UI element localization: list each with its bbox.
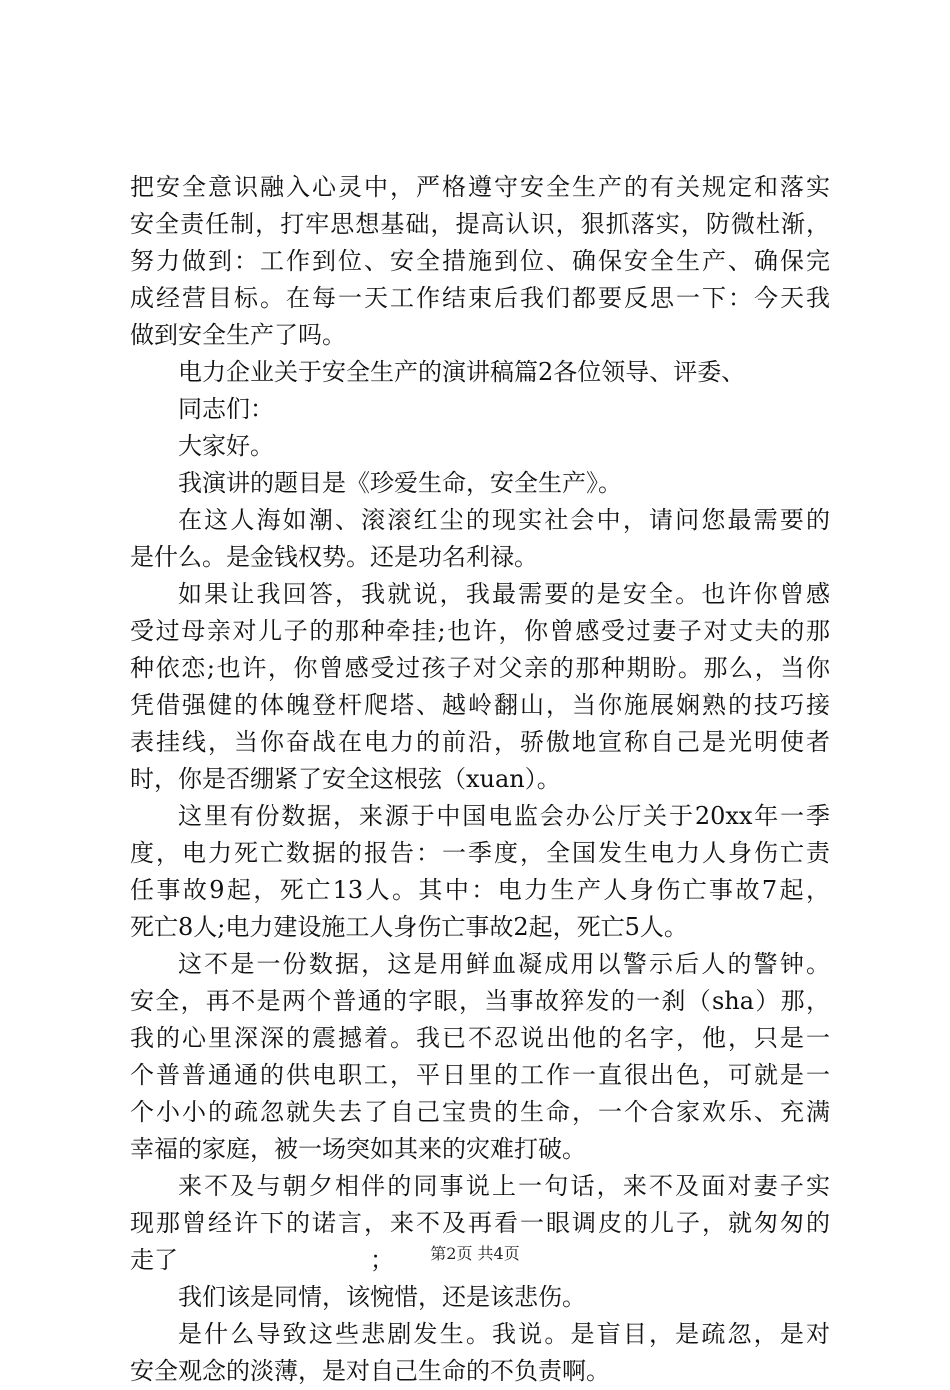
text-line: 度，电力死亡数据的报告：一季度，全国发生电力人身伤亡责: [130, 839, 830, 867]
text-line: 现那曾经许下的诺言，来不及再看一眼调皮的儿子，就匆匆的: [130, 1209, 830, 1237]
text-line: 是什么导致这些悲剧发生。我说。是盲目，是疏忽，是对: [178, 1320, 830, 1348]
text-line: 我的心里深深的震撼着。我已不忍说出他的名字，他，只是一: [130, 1024, 830, 1052]
text-line: 任事故9起，死亡13人。其中：电力生产人身伤亡事故7起，: [130, 876, 830, 904]
text-line: 种依恋;也许，你曾感受过孩子对父亲的那种期盼。那么，当你: [130, 654, 830, 682]
text-line: 这里有份数据，来源于中国电监会办公厅关于20xx年一季: [178, 802, 830, 830]
text-line: 我演讲的题目是《珍爱生命，安全生产》。: [178, 469, 622, 497]
text-line: 大家好。: [178, 432, 274, 460]
text-line: 表挂线，当你奋战在电力的前沿，骄傲地宣称自己是光明使者: [130, 728, 830, 756]
text-line: 死亡8人;电力建设施工人身伤亡事故2起，死亡5人。: [130, 913, 688, 941]
text-line: 做到安全生产了吗。: [130, 321, 346, 349]
text-line: 同志们：: [178, 395, 274, 423]
text-line: 幸福的家庭，被一场突如其来的灾难打破。: [130, 1135, 586, 1163]
text-line: 凭借强健的体魄登杆爬塔、越岭翻山，当你施展娴熟的技巧接: [130, 691, 830, 719]
text-line: 努力做到：工作到位、安全措施到位、确保安全生产、确保完: [130, 247, 830, 275]
document-body: [130, 169, 830, 1390]
text-line: 在这人海如潮、滚滚红尘的现实社会中，请问您最需要的: [178, 506, 830, 534]
text-line: 电力企业关于安全生产的演讲稿篇2各位领导、评委、: [178, 358, 746, 386]
text-line: 时，你是否绷紧了安全这根弦（xuan）。: [130, 765, 561, 793]
text-line: 成经营目标。在每一天工作结束后我们都要反思一下：今天我: [130, 284, 830, 312]
text-line: 安全观念的淡薄，是对自己生命的不负责啊。: [130, 1357, 610, 1385]
text-line: 这不是一份数据，这是用鲜血凝成用以警示后人的警钟。: [178, 950, 830, 978]
text-line: 受过母亲对儿子的那种牵挂;也许，你曾感受过妻子对丈夫的那: [130, 617, 830, 645]
text-line: 个小小的疏忽就失去了自己宝贵的生命，一个合家欢乐、充满: [130, 1098, 830, 1126]
page-footer: 第2页 共4页: [430, 1244, 520, 1263]
text-line: 我们该是同情，该惋惜，还是该悲伤。: [178, 1283, 586, 1311]
text-line: 安全，再不是两个普通的字眼，当事故猝发的一刹（sha）那，: [130, 987, 830, 1015]
text-line: 来不及与朝夕相伴的同事说上一句话，来不及面对妻子实: [178, 1172, 830, 1200]
text-line: 是什么。是金钱权势。还是功名利禄。: [130, 543, 538, 571]
text-line: 把安全意识融入心灵中，严格遵守安全生产的有关规定和落实: [130, 173, 830, 201]
text-line: 安全责任制，打牢思想基础，提高认识，狠抓落实，防微杜渐，: [130, 210, 830, 238]
text-line: 走了 ；: [130, 1246, 394, 1274]
text-line: 个普普通通的供电职工，平日里的工作一直很出色，可就是一: [130, 1061, 830, 1089]
text-line: 如果让我回答，我就说，我最需要的是安全。也许你曾感: [178, 580, 830, 608]
